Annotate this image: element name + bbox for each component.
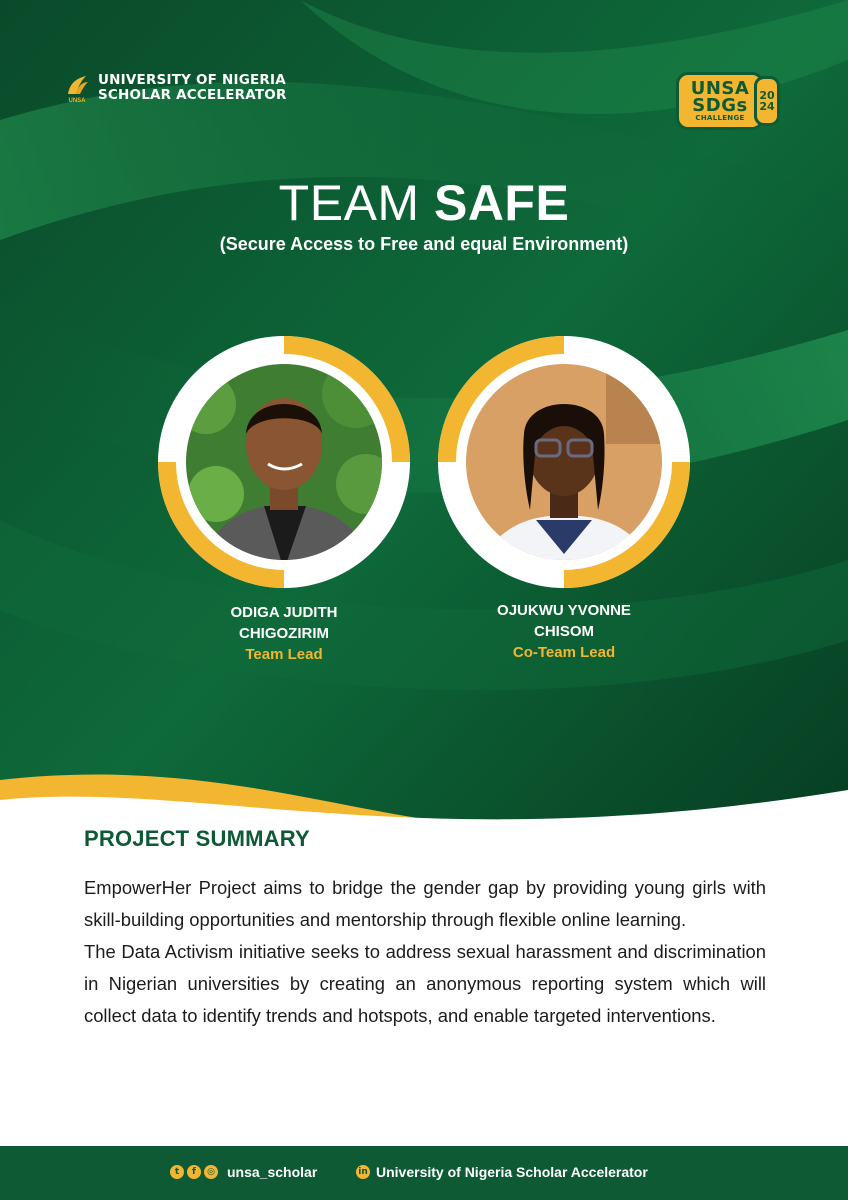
facebook-icon[interactable]: f [187, 1165, 201, 1179]
project-summary-body [84, 872, 766, 1032]
member-info-2 [414, 600, 714, 663]
summary-paragraph-1: EmpowerHer Project aims to bridge the gender gap by providing young girls with skill-building opportunities and mentorship through flexible online learning. [84, 877, 766, 930]
member-portrait-1 [156, 334, 412, 590]
portrait-2-graphic [436, 334, 692, 590]
social-handle-group [170, 1164, 317, 1180]
member-info-1 [134, 602, 434, 665]
organization-brand [64, 72, 287, 104]
org-name-line2: SCHOLAR ACCELERATOR [98, 87, 287, 103]
linkedin-group [356, 1164, 648, 1180]
team-title-emphasis: SAFE [433, 175, 570, 231]
linkedin-name[interactable]: University of Nigeria Scholar Accelerator [376, 1164, 648, 1180]
footer-bar [0, 1146, 848, 1200]
summary-paragraph-2: The Data Activism initiative seeks to address sexual harassment and discrimination in Nigerian universities by creating an anonymous reporting system which will collect data to identify trends and hotspots, and enable targeted interventions. [84, 941, 766, 1026]
instagram-icon[interactable]: ◎ [204, 1165, 218, 1179]
badge-year-top: 20 [759, 89, 775, 102]
member-name-line2: CHISOM [534, 623, 594, 640]
twitter-icon[interactable]: t [170, 1165, 184, 1179]
member-portrait-2 [436, 334, 692, 590]
member-role: Team Lead [245, 646, 323, 663]
badge-main [676, 72, 764, 130]
badge-line2: SDGs [692, 95, 748, 116]
portrait-1-graphic [156, 334, 412, 590]
member-role: Co-Team Lead [512, 644, 616, 661]
project-summary-heading: PROJECT SUMMARY [84, 826, 310, 851]
org-name-line1: UNIVERSITY OF NIGERIA [98, 72, 286, 88]
social-handle[interactable]: unsa_scholar [227, 1164, 318, 1180]
member-name-line2: CHIGOZIRIM [239, 625, 329, 642]
team-title-prefix: TEAM [278, 175, 434, 231]
team-subtitle: (Secure Access to Free and equal Environment) [219, 234, 629, 254]
badge-line1: UNSA [690, 78, 750, 99]
team-title [0, 174, 848, 232]
member-name-line1: OJUKWU YVONNE [497, 602, 631, 619]
unsa-logo-icon [64, 72, 90, 104]
linkedin-icon[interactable]: in [356, 1165, 370, 1179]
badge-line3: CHALLENGE [695, 114, 745, 122]
sdgs-challenge-badge [676, 72, 784, 130]
organization-name [98, 73, 287, 103]
logo-text: UNSA [68, 98, 86, 104]
badge-year-bottom: 24 [759, 100, 775, 113]
member-name-line1: ODIGA JUDITH [230, 604, 338, 621]
badge-year [754, 76, 780, 126]
